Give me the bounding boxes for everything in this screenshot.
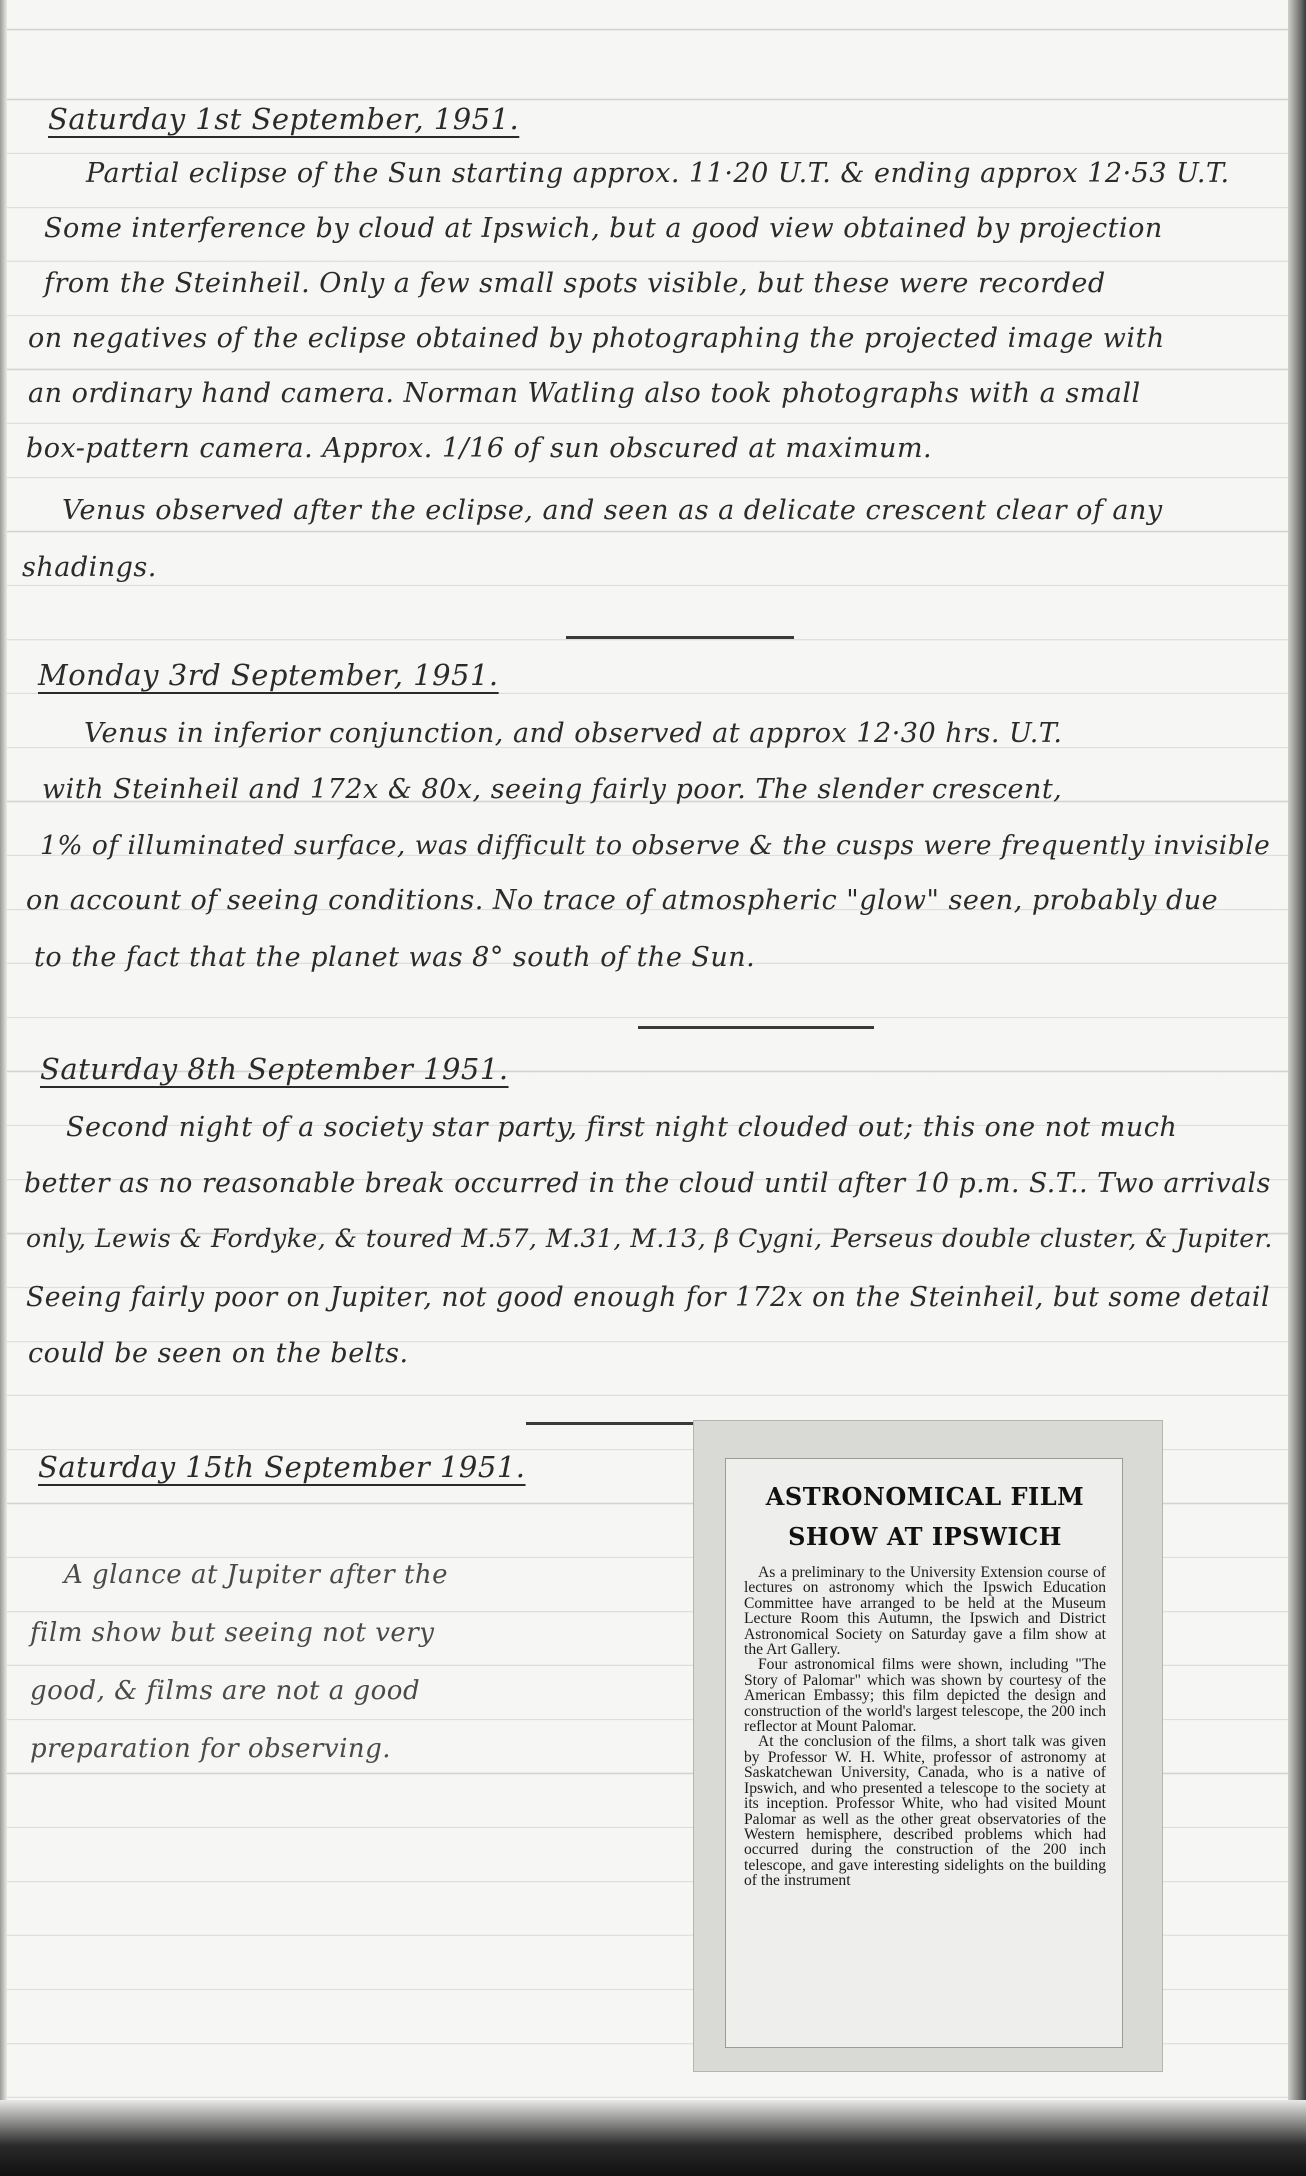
entry-line: box-pattern camera. Approx. 1/16 of sun obscured at maximum. xyxy=(26,433,933,464)
entry-line: Partial eclipse of the Sun starting approx. 11·20 U.T. & ending approx 12·53 U.T. xyxy=(86,158,1230,189)
entry-line: on negatives of the eclipse obtained by photographing the projected image with xyxy=(28,323,1165,354)
entry-line: only, Lewis & Fordyke, & toured M.57, M.31, M.13, β Cygni, Perseus double cluster, & Jupiter. xyxy=(26,1224,1273,1253)
entry-line: to the fact that the planet was 8° south of the Sun. xyxy=(34,942,756,973)
page-binding xyxy=(1288,0,1306,2176)
entry-line: 1% of illuminated surface, was difficult to observe & the cusps were frequently invisible xyxy=(40,830,1271,861)
entry-line: good, & films are not a good xyxy=(30,1676,421,1706)
entry-heading: Saturday 15th September 1951. xyxy=(38,1450,526,1484)
entry-line: Venus observed after the eclipse, and seen as a delicate crescent clear of any xyxy=(62,495,1163,526)
entry-line: from the Steinheil. Only a few small spots visible, but these were recorded xyxy=(44,268,1106,299)
page-left-edge xyxy=(0,0,7,2176)
clipping-paragraph: Four astronomical films were shown, including "The Story of Palomar" which was shown by courtesy of the American Embassy; this film depicted the design and construction of the world's largest telescope, the 200 inch reflector at Mount Palomar. xyxy=(744,1656,1106,1736)
entry-line: Some interference by cloud at Ipswich, but a good view obtained by projection xyxy=(44,213,1163,244)
divider-rule xyxy=(566,636,794,639)
entry-line: Second night of a society star party, first night clouded out; this one not much xyxy=(66,1112,1178,1143)
clipping-paragraph: At the conclusion of the films, a short talk was given by Professor W. H. White, professor of astronomy at Saskatchewan University, Canada, who is a native of Ipswich, and who presented a telescope to the society at its inception. Professor White, who had visited Mount Palomar as well as the other great observatories of the Western hemisphere, described problems which had occurred during the construction of the 200 inch telescope, and gave interesting sidelights on the building of the instrument xyxy=(744,1733,1106,1890)
entry-heading: Saturday 1st September, 1951. xyxy=(48,102,520,136)
entry-line: Venus in inferior conjunction, and observed at approx 12·30 hrs. U.T. xyxy=(84,718,1063,749)
entry-line: an ordinary hand camera. Norman Watling also took photographs with a small xyxy=(28,378,1141,409)
newspaper-clipping xyxy=(725,1458,1123,2048)
entry-line: with Steinheil and 172x & 80x, seeing fairly poor. The slender crescent, xyxy=(42,774,1063,805)
clipping-title-line1: ASTRONOMICAL FILM xyxy=(765,1482,1085,1511)
clipping-paragraph: As a preliminary to the University Extension course of lectures on astronomy which the Ipswich Education Committee have arranged to be held at the Museum Lecture Room this Autumn, the Ipswich and District Astronomical Society on Saturday gave a film show at the Art Gallery. xyxy=(744,1564,1106,1659)
entry-line: could be seen on the belts. xyxy=(28,1338,409,1369)
entry-line: Seeing fairly poor on Jupiter, not good enough for 172x on the Steinheil, but some detail xyxy=(26,1282,1271,1313)
entry-line: on account of seeing conditions. No trace of atmospheric "glow" seen, probably due xyxy=(26,885,1219,916)
entry-heading: Saturday 8th September 1951. xyxy=(40,1052,509,1086)
entry-line: better as no reasonable break occurred in the cloud until after 10 p.m. S.T.. Two arrivals xyxy=(24,1168,1271,1199)
entry-line: film show but seeing not very xyxy=(30,1618,435,1648)
entry-line: preparation for observing. xyxy=(30,1734,392,1764)
clipping-title-line2: SHOW AT IPSWICH xyxy=(788,1522,1062,1551)
page-bottom-edge xyxy=(0,2100,1306,2176)
divider-rule xyxy=(638,1026,874,1029)
entry-line: shadings. xyxy=(22,552,157,583)
entry-line: A glance at Jupiter after the xyxy=(64,1560,449,1590)
entry-heading: Monday 3rd September, 1951. xyxy=(38,658,499,692)
